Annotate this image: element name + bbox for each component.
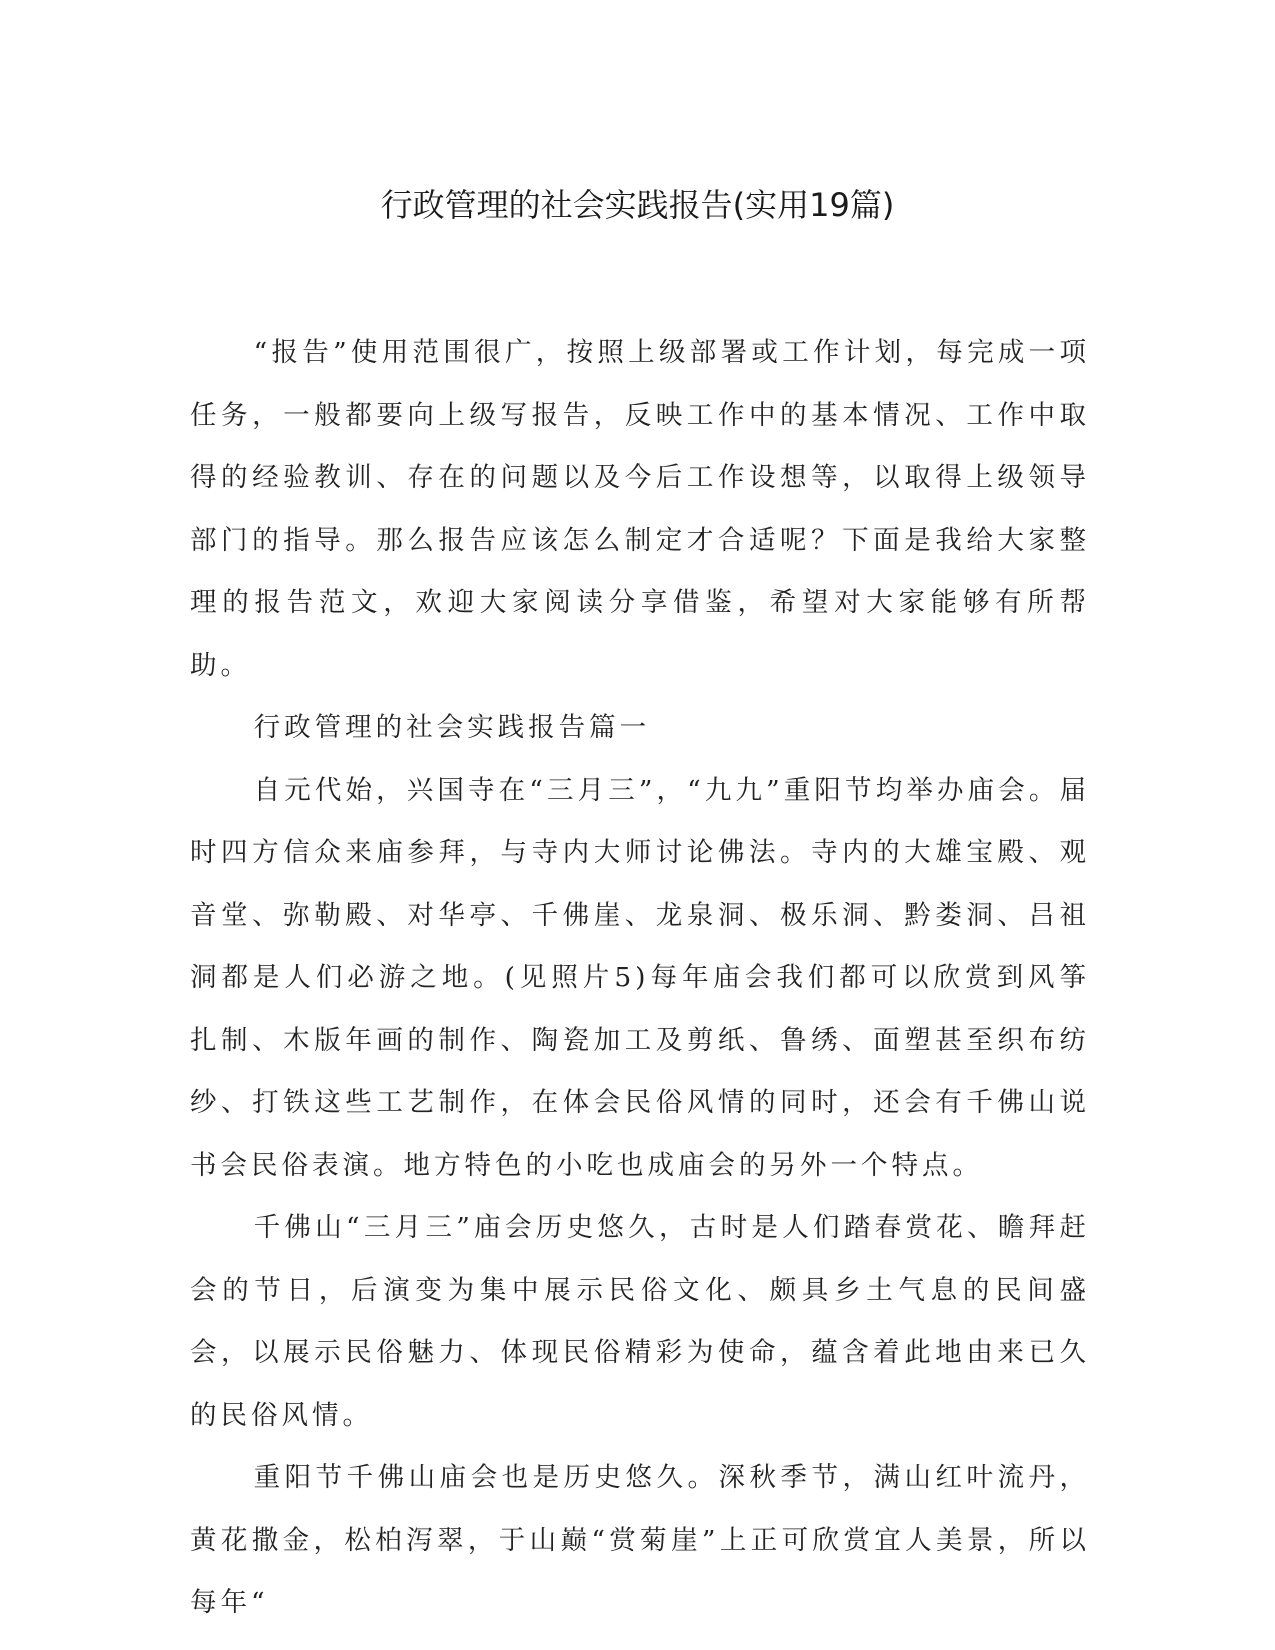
body-paragraph: 自元代始，兴国寺在“三月三”，“九九”重阳节均举办庙会。届时四方信众来庙参拜，与寺内大师讨论佛法。寺内的大雄宝殿、观音堂、弥勒殿、对华亭、千佛崖、龙泉洞、极乐洞、黔娄洞、吕祖洞都是人们必游之地。(见照片5)每年庙会我们都可以欣赏到风筝扎制、木版年画的制作、陶瓷加工及剪纸、鲁绣、面塑甚至织布纺纱、打铁这些工艺制作，在体会民俗风情的同时，还会有千佛山说书会民俗表演。地方特色的小吃也成庙会的另外一个特点。 [190, 774, 1090, 1181]
body-paragraph: 千佛山“三月三”庙会历史悠久，古时是人们踏春赏花、瞻拜赶会的节日，后演变为集中展示民俗文化、颇具乡土气息的民间盛会，以展示民俗魅力、体现民俗精彩为使命，蕴含着此地由来已久的民俗风情。 [190, 1212, 1090, 1431]
document-body [190, 322, 1090, 1635]
body-paragraph: 重阳节千佛山庙会也是历史悠久。深秋季节，满山红叶流丹，黄花撒金，松柏泻翠，于山巅“赏菊崖”上正可欣赏宜人美景，所以每年“ [190, 1462, 1090, 1618]
section-heading: 行政管理的社会实践报告篇一 [253, 712, 651, 743]
document-title: 行政管理的社会实践报告(实用19篇) [380, 186, 895, 224]
intro-paragraph: “报告”使用范围很广，按照上级部署或工作计划，每完成一项任务，一般都要向上级写报告，反映工作中的基本情况、工作中取得的经验教训、存在的问题以及今后工作设想等，以取得上级领导部门的指导。那么报告应该怎么制定才合适呢？下面是我给大家整理的报告范文，欢迎大家阅读分享借鉴，希望对大家能够有所帮助。 [190, 337, 1090, 681]
